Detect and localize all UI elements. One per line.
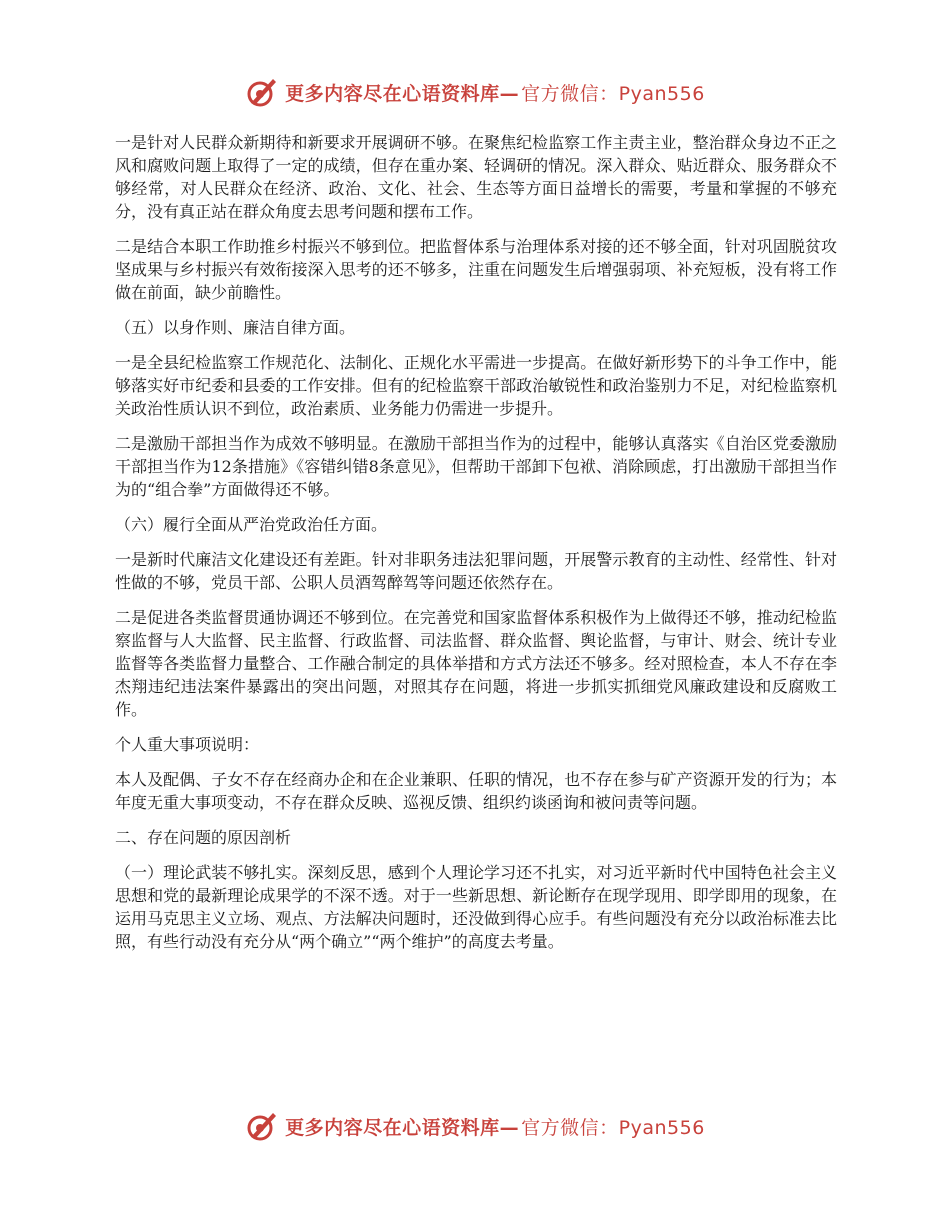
paragraph: 一是全县纪检监察工作规范化、法制化、正规化水平需进一步提高。在做好新形势下的斗争工作中，能够落实好市纪委和县委的工作安排。但有的纪检监察干部政治敏锐性和政治鉴别力不足，对纪检监察机关政治性质认识不到位，政治素质、业务能力仍需进一步提升。 (115, 353, 837, 418)
footer-watermark (0, 1106, 950, 1146)
paragraph: 一是新时代廉洁文化建设还有差距。针对非职务违法犯罪问题，开展警示教育的主动性、经常性、针对性做的不够，党员干部、公职人员酒驾醉驾等问题还依然存在。 (115, 550, 837, 592)
paragraph: 二是促进各类监督贯通协调还不够到位。在完善党和国家监督体系积极作为上做得还不够，推动纪检监察监督与人大监督、民主监督、行政监督、司法监督、群众监督、舆论监督，与审计、财会、统计专业监督等各类监督力量整合、工作融合制定的具体举措和方式方法还不够多。经对照检查，本人不存在李杰翔违纪违法案件暴露出的突出问题，对照其存在问题，将进一步抓实抓细党风廉政建设和反腐败工作。 (115, 608, 837, 719)
watermark-text: 更多内容尽在心语资料库— (285, 82, 520, 105)
section-heading: （六）履行全面从严治党政治任方面。 (115, 515, 388, 534)
watermark-wechat: 官方微信：Pyan556 (521, 1116, 705, 1139)
paragraph: 本人及配偶、子女不存在经商办企和在企业兼职、任职的情况，也不存在参与矿产资源开发的行为；本年度无重大事项变动，不存在群众反映、巡视反馈、组织约谈函询和被问责等问题。 (115, 770, 837, 812)
document-body (115, 131, 837, 965)
section-heading: （五）以身作则、廉洁自律方面。 (115, 318, 356, 337)
watermark-wechat: 官方微信：Pyan556 (521, 82, 705, 105)
section-heading: 个人重大事项说明： (115, 735, 260, 754)
quill-logo-icon (245, 75, 279, 109)
paragraph: 二是激励干部担当作为成效不够明显。在激励干部担当作为的过程中，能够认真落实《自治区党委激励干部担当作为12条措施》《容错纠错8条意见》，但帮助干部卸下包袱、消除顾虑，打出激励干部担当作为的“组合拳”方面做得还不够。 (115, 434, 837, 499)
watermark-text: 更多内容尽在心语资料库— (285, 1116, 520, 1139)
paragraph: 一是针对人民群众新期待和新要求开展调研不够。在聚焦纪检监察工作主责主业，整治群众身边不正之风和腐败问题上取得了一定的成绩，但存在重办案、轻调研的情况。深入群众、贴近群众、服务群众不够经常，对人民群众在经济、政治、文化、社会、生态等方面日益增长的需要，考量和掌握的不够充分，没有真正站在群众角度去思考问题和摆布工作。 (115, 133, 837, 221)
paragraph: （一）理论武装不够扎实。深刻反思，感到个人理论学习还不扎实，对习近平新时代中国特色社会主义思想和党的最新理论成果学的不深不透。对于一些新思想、新论断存在现学现用、即学即用的现象，在运用马克思主义立场、观点、方法解决问题时，还没做到得心应手。有些问题没有充分以政治标准去比照，有些行动没有充分从“两个确立”“两个维护”的高度去考量。 (115, 863, 837, 951)
header-watermark (0, 72, 950, 112)
paragraph: 二是结合本职工作助推乡村振兴不够到位。把监督体系与治理体系对接的还不够全面，针对巩固脱贫攻坚成果与乡村振兴有效衔接深入思考的还不够多，注重在问题发生后增强弱项、补充短板，没有将工作做在前面，缺少前瞻性。 (115, 237, 837, 302)
quill-logo-icon (245, 1109, 279, 1143)
section-heading: 二、存在问题的原因剖析 (115, 828, 292, 847)
